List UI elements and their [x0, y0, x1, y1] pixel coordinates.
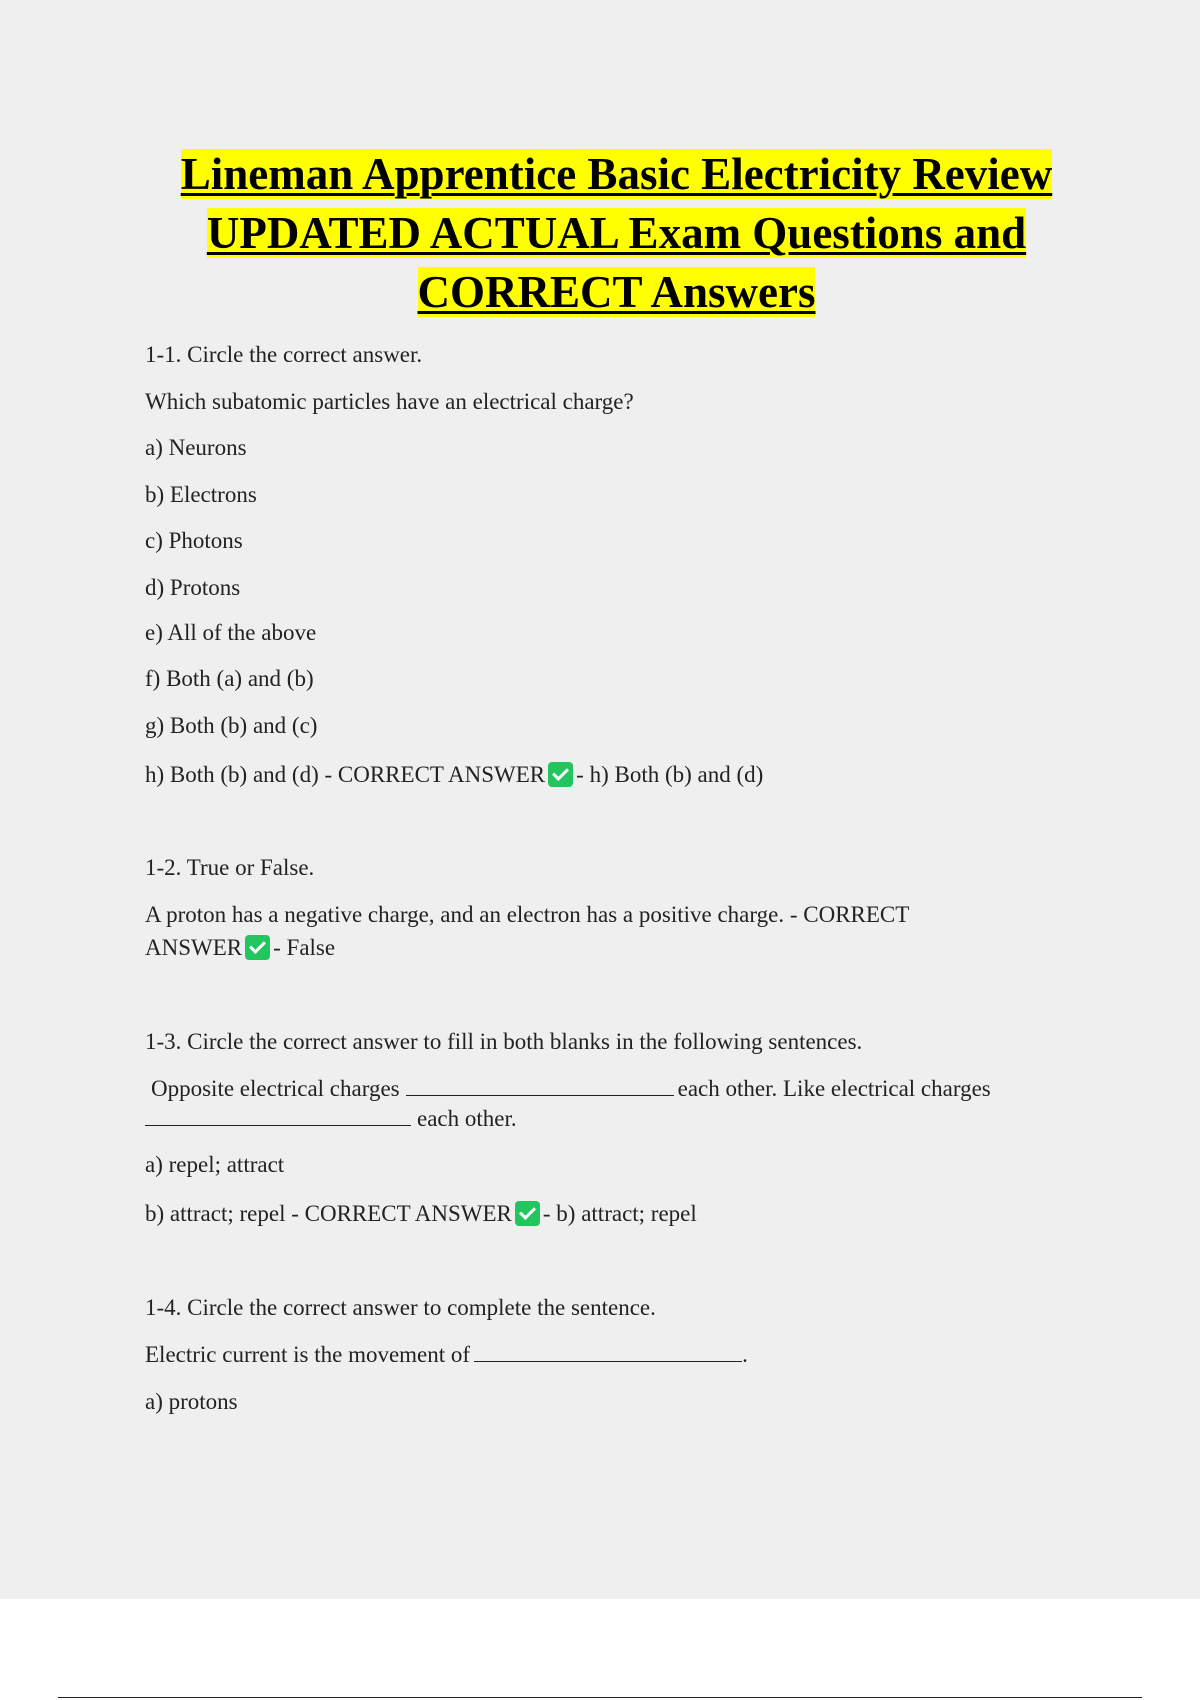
- check-box-icon: [245, 935, 270, 960]
- q2-answer-line: [145, 932, 335, 964]
- check-box-icon: [548, 762, 573, 787]
- q1-answer-label: h) Both (b) and (d) - CORRECT ANSWER: [145, 762, 546, 787]
- q3-answer-value: - b) attract; repel: [542, 1201, 697, 1226]
- q3-answer-line: [145, 1198, 697, 1230]
- q4-instruction: 1-4. Circle the correct answer to complete the sentence.: [145, 1295, 656, 1320]
- q4-sentence: [145, 1339, 748, 1371]
- q3-sentence-part-2: each other. Like electrical charges: [677, 1076, 991, 1101]
- title-line-1: Lineman Apprentice Basic Electricity Review: [180, 149, 1053, 199]
- fill-in-blank: [145, 1103, 411, 1126]
- document-title: [120, 145, 1113, 322]
- q3-sentence-line-1: [151, 1073, 991, 1105]
- q1-option-c: c) Photons: [145, 528, 243, 553]
- q4-sentence-part-1: Electric current is the movement of: [145, 1342, 471, 1367]
- q1-option-a: a) Neurons: [145, 435, 247, 460]
- q2-instruction: 1-2. True or False.: [145, 855, 315, 880]
- q4-option-a: a) protons: [145, 1389, 238, 1414]
- q3-sentence-line-2: [145, 1103, 517, 1135]
- check-box-icon: [515, 1201, 540, 1226]
- q1-answer-line: [145, 759, 763, 791]
- q1-option-b: b) Electrons: [145, 482, 257, 507]
- fill-in-blank: [474, 1339, 742, 1362]
- q1-option-f: f) Both (a) and (b): [145, 666, 314, 691]
- q3-answer-label: b) attract; repel - CORRECT ANSWER: [145, 1201, 512, 1226]
- q1-question: Which subatomic particles have an electrical charge?: [145, 389, 634, 414]
- q1-option-e: e) All of the above: [145, 620, 317, 645]
- q3-sentence-part-1: Opposite electrical charges: [151, 1076, 400, 1101]
- page-divider: [58, 1697, 1142, 1698]
- q2-answer-value: - False: [273, 935, 336, 960]
- q3-instruction: 1-3. Circle the correct answer to fill in both blanks in the following sentences.: [145, 1029, 863, 1054]
- q3-sentence-part-3: each other.: [417, 1106, 517, 1131]
- q3-option-a: a) repel; attract: [145, 1152, 285, 1177]
- q2-statement: A proton has a negative charge, and an electron has a positive charge. - CORRECT: [145, 902, 910, 927]
- q4-sentence-part-2: .: [742, 1342, 748, 1367]
- q1-option-d: d) Protons: [145, 575, 241, 600]
- title-line-2: UPDATED ACTUAL Exam Questions and: [206, 208, 1027, 258]
- q1-answer-value: - h) Both (b) and (d): [576, 762, 764, 787]
- q1-option-g: g) Both (b) and (c): [145, 713, 318, 738]
- title-line-3: CORRECT Answers: [417, 267, 816, 317]
- q1-instruction: 1-1. Circle the correct answer.: [145, 342, 423, 367]
- fill-in-blank: [406, 1073, 674, 1096]
- q2-answer-label: ANSWER: [145, 935, 243, 960]
